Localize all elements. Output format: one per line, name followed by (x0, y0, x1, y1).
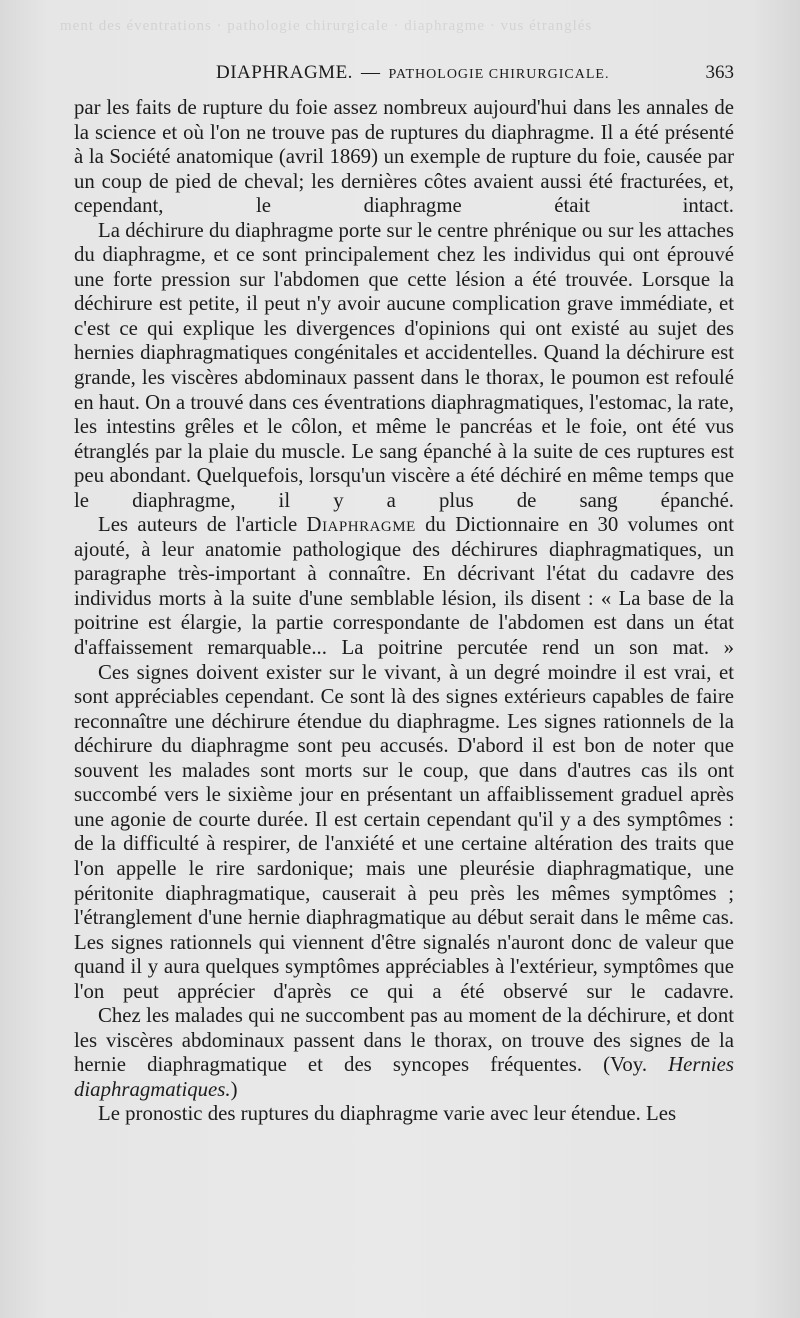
show-through-text: ment des éventrations · pathologie chirurgicale · diaphragme · vus étranglés (60, 18, 593, 34)
running-subtitle: PATHOLOGIE CHIRURGICALE. (388, 67, 610, 82)
article-title-smallcaps: Diaphragme (306, 513, 416, 537)
paragraph-6: Le pronostic des ruptures du diaphragme varie avec leur étendue. Les (98, 1102, 677, 1126)
running-title (216, 62, 609, 84)
paragraph-3-text-b: du Dictionnaire en 30 volumes ont ajouté, à leur anatomie pathologique des déchirures diaphragmatiques, un paragraphe très-important à connaître. En décrivant l'état du cadavre des individus morts à la suite d'une semblable lésion, ils disent : « La base de la poitrine est élargie, la partie correspondante de l'abdomen est dans un état d'affaissement remarquable... La poitrine percutée rend un son mat. » (74, 513, 734, 660)
paragraph-3 (74, 513, 734, 660)
paragraph-2: La déchirure du diaphragme porte sur le centre phrénique ou sur les attaches du diaphragme, et ce sont principalement chez les individus qui ont éprouvé une forte pression sur l'abdomen que cette lésion a été trouvée. Lorsque la déchirure est petite, il peut n'y avoir aucune complication grave immédiate, et c'est ce qui explique les divergences d'opinions qui ont existé au sujet des hernies diaphragmatiques congénitales et accidentelles. Quand la déchirure est grande, les viscères abdominaux passent dans le thorax, le poumon est refoulé en haut. On a trouvé dans ces éventrations diaphragmatiques, l'estomac, la rate, les intestins grêles et le côlon, et même le pancréas et le foie, ont été vus étranglés par la plaie du muscle. Le sang épanché à la suite de ces ruptures est peu abondant. Quelquefois, lorsqu'un viscère a été déchiré en même temps que le diaphragme, il y a plus de sang épanché. (74, 218, 734, 512)
paragraph-5-text-b: ) (230, 1077, 238, 1101)
paragraph-1: par les faits de rupture du foie assez nombreux aujourd'hui dans les annales de la science et où l'on ne trouve pas de ruptures du diaphragme. Il a été présenté à la Société anatomique (avril 1869) un exemple de rupture du foie, causée par un coup de pied de cheval; les dernières côtes avaient aussi été fracturées, et, cependant, le diaphragme était intact. (74, 96, 734, 218)
page-number: 363 (705, 62, 734, 83)
running-title-dash: — (360, 62, 381, 83)
page-body (74, 96, 734, 1127)
running-header (74, 62, 734, 86)
paragraph-5-text-a: Chez les malades qui ne succombent pas au moment de la déchirure, et dont les viscères abdominaux passent dans le thorax, on trouve des signes de la hernie diaphragmatique et des syncopes fréquentes. (Voy. (74, 1004, 734, 1077)
cross-reference-italic: Hernies diaphragmatiques. (74, 1053, 734, 1101)
paragraph-3-text-a: Les auteurs de l'article (98, 513, 307, 537)
paragraph-5 (74, 1004, 734, 1102)
paragraph-4: Ces signes doivent exister sur le vivant, à un degré moindre il est vrai, et sont appréciables cependant. Ce sont là des signes extérieurs capables de faire reconnaître une déchirure étendue du diaphragme. Les signes rationnels de la déchirure du diaphragme sont peu accusés. D'abord il est bon de noter que souvent les malades sont morts sur le coup, que dans d'autres cas ils ont succombé vers le sixième jour en présentant un affaiblissement graduel après une agonie de courte durée. Il est certain cependant qu'il y a des symptômes : de la difficulté à respirer, de l'anxiété et une certaine altération des traits que l'on appelle le rire sardonique; mais une pleurésie diaphragmatique, une péritonite diaphragmatique, causerait à peu près les mêmes symptômes ; l'étranglement d'une hernie diaphragmatique au début serait dans le même cas. Les signes rationnels qui viennent d'être signalés n'auront donc de valeur que quand il y aura quelques symptômes appréciables à l'extérieur, symptômes que l'on peut apprécier d'après ce qui a été observé sur le cadavre. (74, 660, 734, 1003)
running-title-main: DIAPHRAGME. (216, 62, 353, 83)
